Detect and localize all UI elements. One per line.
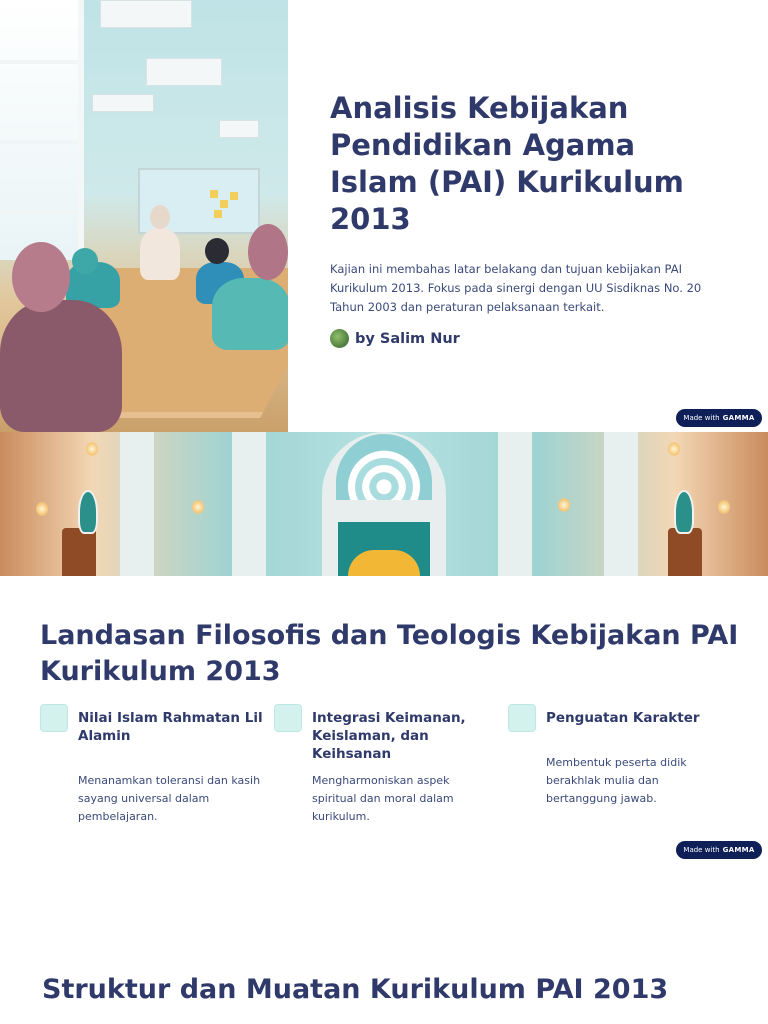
mosque-interior-banner xyxy=(0,432,768,576)
author-name: by Salim Nur xyxy=(355,330,460,347)
card-text: Mengharmoniskan aspek spiritual dan moral dalam kurikulum. xyxy=(312,774,454,823)
gamma-logo: GAMMA xyxy=(722,414,755,422)
gamma-logo: GAMMA xyxy=(722,846,755,854)
intro-description: Kajian ini membahas latar belakang dan tujuan kebijakan PAI Kurikulum 2013. Fokus pada sinergi dengan UU Sisdiknas No. 20 Tahun 2003 dan peraturan pelaksanaan terkait. xyxy=(330,262,702,314)
slide-title xyxy=(0,0,768,432)
made-with-gamma-badge[interactable]: Made with GAMMA xyxy=(676,841,762,859)
section-title: Landasan Filosofis dan Teologis Kebijakan PAI Kurikulum 2013 xyxy=(40,620,739,687)
card-heading: Penguatan Karakter xyxy=(546,710,700,726)
author-line xyxy=(330,329,720,348)
card-icon xyxy=(40,704,68,732)
window xyxy=(0,0,84,260)
card-heading: Nilai Islam Rahmatan Lil Alamin xyxy=(78,710,263,744)
page-title: Analisis Kebijakan Pendidikan Agama Islam (PAI) Kurikulum 2013 xyxy=(330,91,684,236)
classroom-photo xyxy=(0,0,288,432)
avatar xyxy=(330,329,349,348)
card-text: Menanamkan toleransi dan kasih sayang universal dalam pembelajaran. xyxy=(78,774,261,823)
card-icon xyxy=(508,704,536,732)
card-icon xyxy=(274,704,302,732)
made-with-gamma-badge[interactable]: Made with GAMMA xyxy=(676,409,762,427)
section-title: Struktur dan Muatan Kurikulum PAI 2013 xyxy=(42,974,669,1005)
title-block xyxy=(330,90,720,348)
card-heading: Integrasi Keimanan, Keislaman, dan Keihsanan xyxy=(312,710,466,762)
card-text: Membentuk peserta didik berakhlak mulia dan bertanggung jawab. xyxy=(546,756,687,805)
